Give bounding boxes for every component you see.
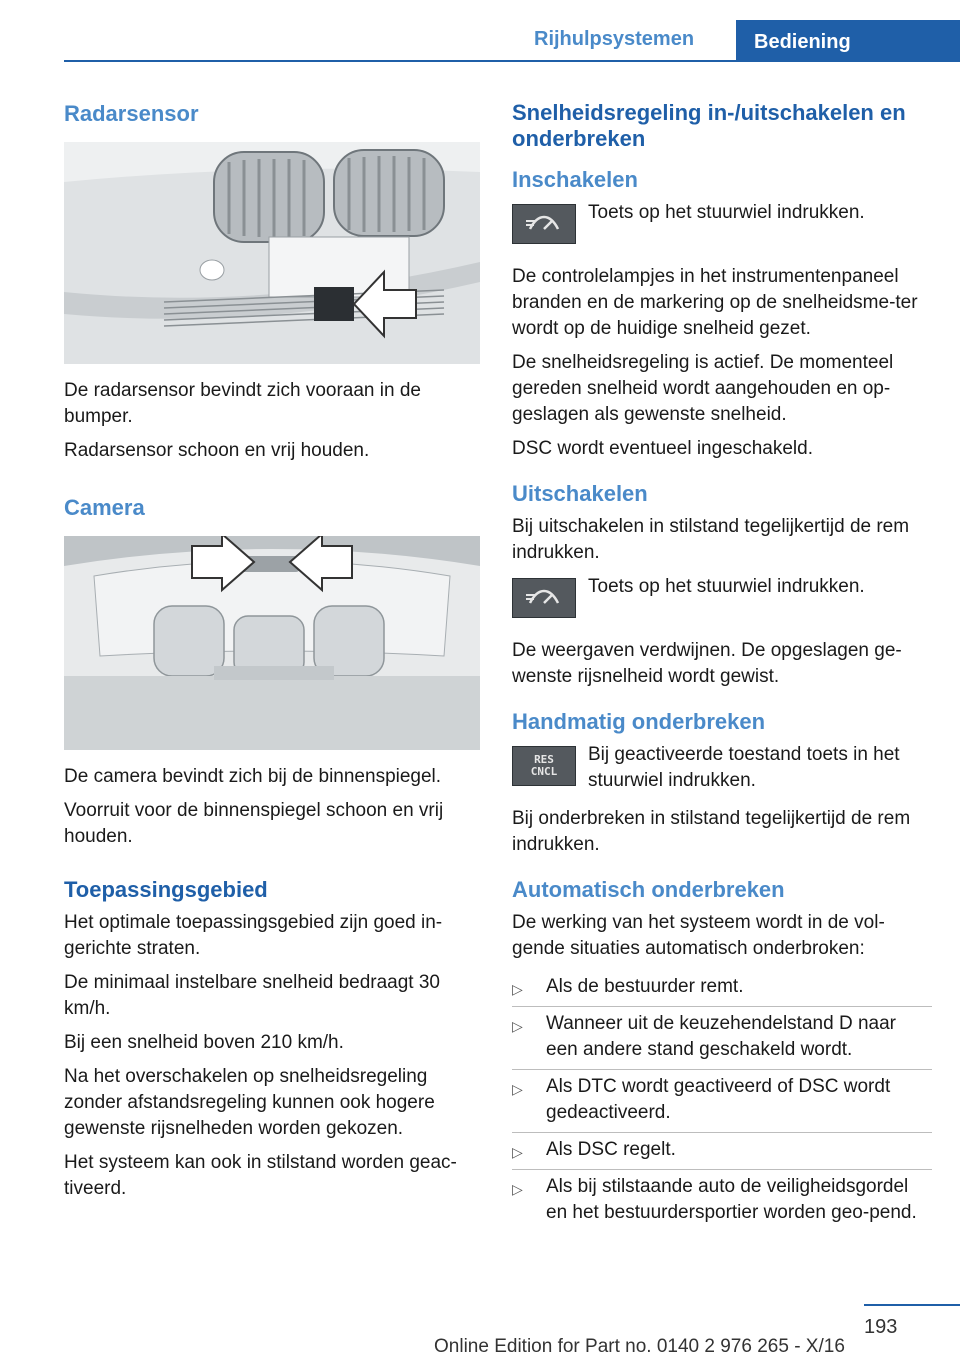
list-item: ▷ Wanneer uit de keuzehendelstand D naar een andere stand geschakeld wordt. xyxy=(512,1007,932,1070)
on-icon-row xyxy=(512,200,932,256)
scope-title: Toepassingsgebied xyxy=(64,877,268,902)
triangle-bullet-icon: ▷ xyxy=(512,1181,523,1197)
off-p1: Bij uitschakelen in stilstand tegelijkertijd de rem indrukken. xyxy=(512,516,910,563)
footer-rule xyxy=(864,1304,960,1306)
header-active-tab[interactable]: Bediening xyxy=(736,20,960,60)
off-title: Uitschakelen xyxy=(512,481,648,506)
cruise-control-button-icon xyxy=(512,204,576,244)
radar-sensor-image xyxy=(64,142,480,364)
cncl-label: CNCL xyxy=(530,765,558,778)
camera-p1: De camera bevindt zich bij de binnenspiegel. xyxy=(64,766,442,787)
radar-p1: De radarsensor bevindt zich vooraan in de bumper. xyxy=(64,380,421,427)
manual-title: Handmatig onderbreken xyxy=(512,709,766,734)
scope-p3: Bij een snelheid boven 210 km/h. xyxy=(64,1032,344,1053)
radar-title: Radarsensor xyxy=(64,101,199,126)
off-p2: De weergaven verdwijnen. De opgeslagen ge-wenste rijsnelheid wordt gewist. xyxy=(512,640,902,687)
scope-p2: De minimaal instelbare snelheid bedraagt 30 km/h. xyxy=(64,972,441,1019)
camera-image xyxy=(64,536,480,750)
list-item: ▷ Als DTC wordt geactiveerd of DSC wordt gedeactiveerd. xyxy=(512,1070,932,1133)
main-title: Snelheidsregeling in-/uitschakelen en onderbreken xyxy=(512,100,906,151)
auto-list xyxy=(512,970,932,1232)
on-title: Inschakelen xyxy=(512,167,638,192)
car-interior-illustration xyxy=(64,536,480,750)
camera-title: Camera xyxy=(64,495,145,520)
off-icon-row xyxy=(512,574,932,630)
list-item: ▷ Als bij stilstaande auto de veiligheidsgordel en het bestuurdersportier worden geo-pend. xyxy=(512,1176,917,1223)
auto-p1: De werking van het systeem wordt in de vol-gende situaties automatisch onderbroken: xyxy=(512,912,885,959)
manual-p1: Bij onderbreken in stilstand tegelijkertijd de rem indrukken. xyxy=(512,808,911,855)
off-icon-text: Toets op het stuurwiel indrukken. xyxy=(588,576,865,597)
manual-icon-text: Bij geactiveerde toestand toets in het stuurwiel indrukken. xyxy=(588,744,900,791)
scope-p4: Na het overschakelen op snelheidsregeling zonder afstandsregeling kunnen ook hogere gewenste rijsnelheden worden gekozen. xyxy=(64,1066,435,1139)
scope-p1: Het optimale toepassingsgebied zijn goed in-gerichte straten. xyxy=(64,912,443,959)
car-front-illustration xyxy=(64,142,480,364)
on-icon-text: Toets op het stuurwiel indrukken. xyxy=(588,202,865,223)
list-item: ▷ Als de bestuurder remt. xyxy=(512,970,932,1007)
triangle-bullet-icon: ▷ xyxy=(512,1018,523,1034)
left-column xyxy=(64,100,484,1210)
triangle-bullet-icon: ▷ xyxy=(512,981,523,997)
right-column xyxy=(512,100,932,1232)
header-section-tab[interactable]: Rijhulpsystemen xyxy=(534,28,695,50)
page-header xyxy=(0,0,960,62)
page-number: 193 xyxy=(864,1316,898,1338)
radar-p2: Radarsensor schoon en vrij houden. xyxy=(64,440,370,461)
list-item: ▷ Als DSC regelt. xyxy=(512,1133,932,1170)
manual-icon-row xyxy=(512,742,932,798)
triangle-bullet-icon: ▷ xyxy=(512,1081,523,1097)
header-rule xyxy=(64,60,960,62)
cruise-control-button-icon-off xyxy=(512,578,576,618)
res-cncl-button-icon xyxy=(512,746,576,786)
triangle-bullet-icon: ▷ xyxy=(512,1144,523,1160)
res-label: RES xyxy=(534,753,554,766)
auto-title: Automatisch onderbreken xyxy=(512,877,785,902)
edition-text: Online Edition for Part no. 0140 2 976 265 - X/16 xyxy=(434,1336,845,1357)
camera-p2: Voorruit voor de binnenspiegel schoon en vrij houden. xyxy=(64,800,444,847)
on-p1: De controlelampjes in het instrumentenpaneel branden en de markering op de snelheidsme-ter wordt op de huidige snelheid gezet. xyxy=(512,266,918,339)
on-p3: DSC wordt eventueel ingeschakeld. xyxy=(512,438,814,459)
on-p2: De snelheidsregeling is actief. De momenteel gereden snelheid wordt aangehouden en op-geslagen als gewenste snelheid. xyxy=(512,352,894,425)
scope-p5: Het systeem kan ook in stilstand worden geac-tiveerd. xyxy=(64,1152,457,1199)
